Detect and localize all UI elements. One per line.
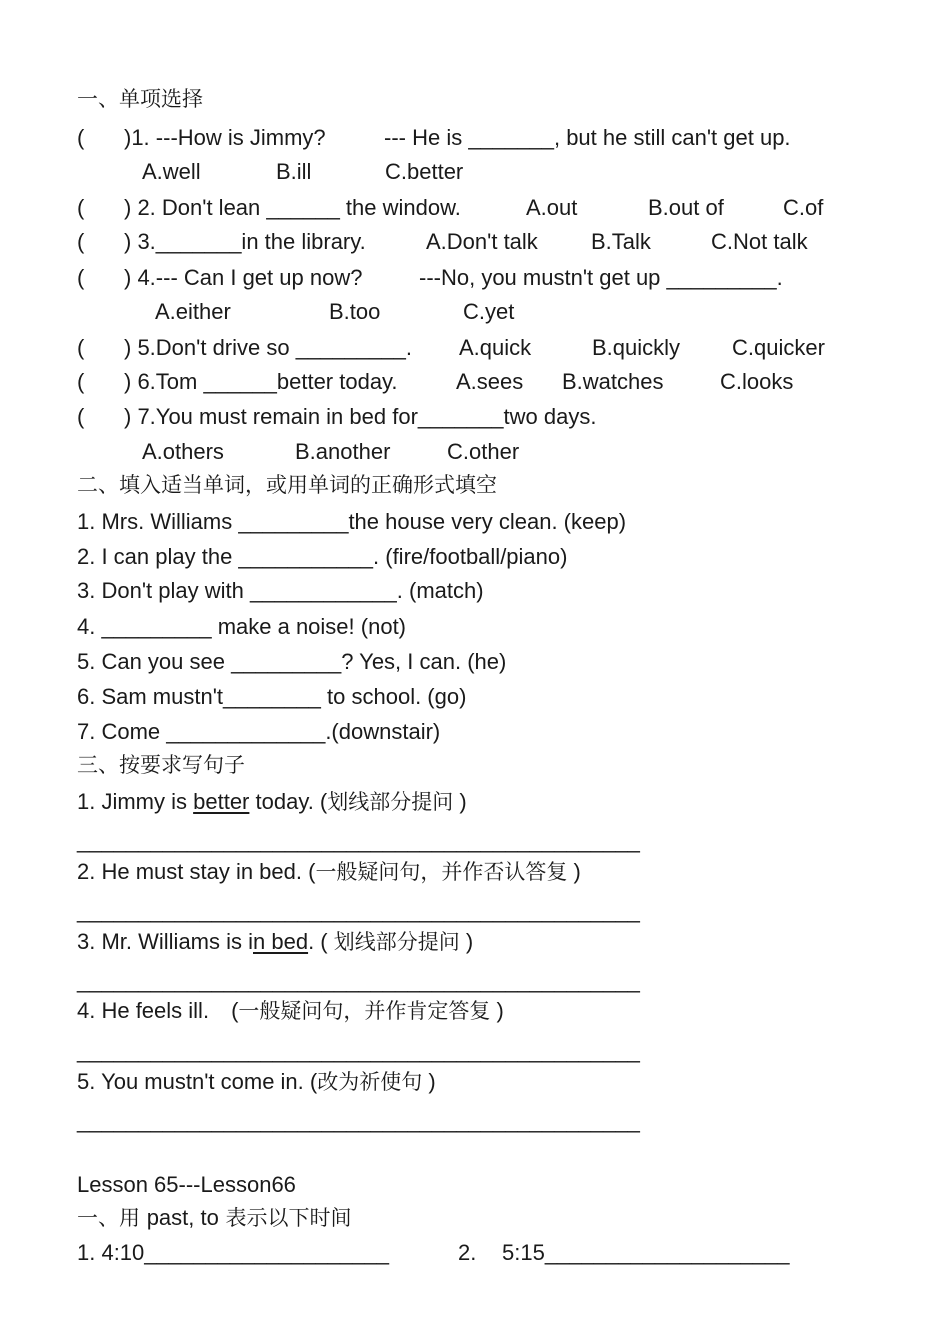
text: ) [422,1069,436,1094]
text: 3. Mr. Williams is i [77,929,253,954]
q3-option-a: A.Don't talk [426,229,538,254]
q2-stem: ) 2. Don't lean ______ the window. [124,195,461,220]
rewrite-item-3 [77,929,473,955]
fill-item-2: 2. I can play the ___________. (fire/football/piano) [77,544,568,569]
time-item-2: 5:15____________________ [502,1240,790,1265]
text: 一、用 [77,1206,147,1230]
q4-option-b: B.too [329,299,381,324]
q2-option-b: B.out of [648,195,724,220]
q1-option-b: B.ill [276,159,312,184]
text: . ( [308,929,334,954]
text: ) [567,859,581,884]
time-item-1: 1. 4:10____________________ [77,1240,389,1265]
answer-line-2: ______________________________________________ [77,898,640,923]
q2-option-c: C.of [783,195,824,220]
section-3-title: 三、按要求写句子 [77,753,245,777]
lesson-title: Lesson 65---Lesson66 [77,1172,296,1197]
fill-item-3: 3. Don't play with ____________. (match) [77,578,484,603]
q1-option-c: C.better [385,159,464,184]
rewrite-item-2 [77,859,581,885]
q5-paren: ( [77,335,85,360]
time-item-2-number: 2. [458,1240,477,1265]
q7-option-a: A.others [142,439,224,464]
answer-line-5: ______________________________________________ [77,1108,640,1133]
q6-stem: ) 6.Tom ______better today. [124,369,398,394]
answer-line-3: ______________________________________________ [77,968,640,993]
text: ) [459,929,474,954]
text: 2. He must stay in bed. ( [77,859,316,884]
fill-item-6: 6. Sam mustn't________ to school. (go) [77,684,467,709]
fill-item-5: 5. Can you see _________? Yes, I can. (he) [77,649,507,674]
q3-stem: ) 3._______in the library. [124,229,366,254]
instruction: 一般疑问句，并作肯定答复 [238,999,491,1023]
instruction: 划线部分提问 [333,930,460,954]
fill-item-4: 4. _________ make a noise! (not) [77,614,407,639]
fill-item-1: 1. Mrs. Williams _________the house very clean. (keep) [77,509,627,534]
underlined-word: better [193,789,250,814]
text: 1. Jimmy is [77,789,194,814]
q4-stem: ) 4.--- Can I get up now? [124,265,363,290]
q6-option-c: C.looks [720,369,794,394]
answer-line-1: ______________________________________________ [77,828,640,853]
instruction: 改为祈使句 [317,1070,423,1094]
q7-option-c: C.other [447,439,520,464]
text: ) [490,998,504,1023]
text: today. ( [249,789,328,814]
q4-option-a: A.either [155,299,231,324]
text: 4. He feels ill. [77,998,210,1023]
q7-paren: ( [77,404,85,429]
rewrite-item-1 [77,789,467,815]
text: ( [231,998,239,1023]
q6-paren: ( [77,369,85,394]
text: 表示以下时间 [218,1206,352,1230]
q3-paren: ( [77,229,85,254]
fill-item-7: 7. Come _____________.(downstair) [77,719,441,744]
q1-stem: )1. ---How is Jimmy? [124,125,326,150]
q5-option-a: A.quick [459,335,532,360]
q6-option-a: A.sees [456,369,524,394]
q5-option-c: C.quicker [732,335,825,360]
q2-paren: ( [77,195,85,220]
instruction: 划线部分提问 [327,790,454,814]
rewrite-item-4 [77,998,504,1024]
q4-answer: ---No, you mustn't get up _________. [419,265,783,290]
rewrite-item-5 [77,1069,436,1095]
text: past, to [146,1205,219,1230]
text: 5. You mustn't come in. ( [77,1069,318,1094]
q5-stem: ) 5.Don't drive so _________. [124,335,412,360]
section-2-title: 二、填入适当单词，或用单词的正确形式填空 [77,473,497,497]
q6-option-b: B.watches [562,369,664,394]
q1-answer: --- He is _______, but he still can't get up. [384,125,791,150]
lesson-subtitle [77,1205,352,1231]
section-1-title: 一、单项选择 [77,87,203,111]
q4-paren: ( [77,265,85,290]
answer-line-4: ______________________________________________ [77,1038,640,1063]
q7-stem: ) 7.You must remain in bed for_______two days. [124,404,597,429]
q1-option-a: A.well [142,159,201,184]
q4-option-c: C.yet [463,299,515,324]
text: ) [453,789,467,814]
instruction: 一般疑问句，并作否认答复 [315,860,568,884]
q7-option-b: B.another [295,439,391,464]
q3-option-c: C.Not talk [711,229,808,254]
q2-option-a: A.out [526,195,578,220]
q5-option-b: B.quickly [592,335,681,360]
underlined-word: n bed [253,929,309,954]
q1-paren: ( [77,125,85,150]
q3-option-b: B.Talk [591,229,651,254]
